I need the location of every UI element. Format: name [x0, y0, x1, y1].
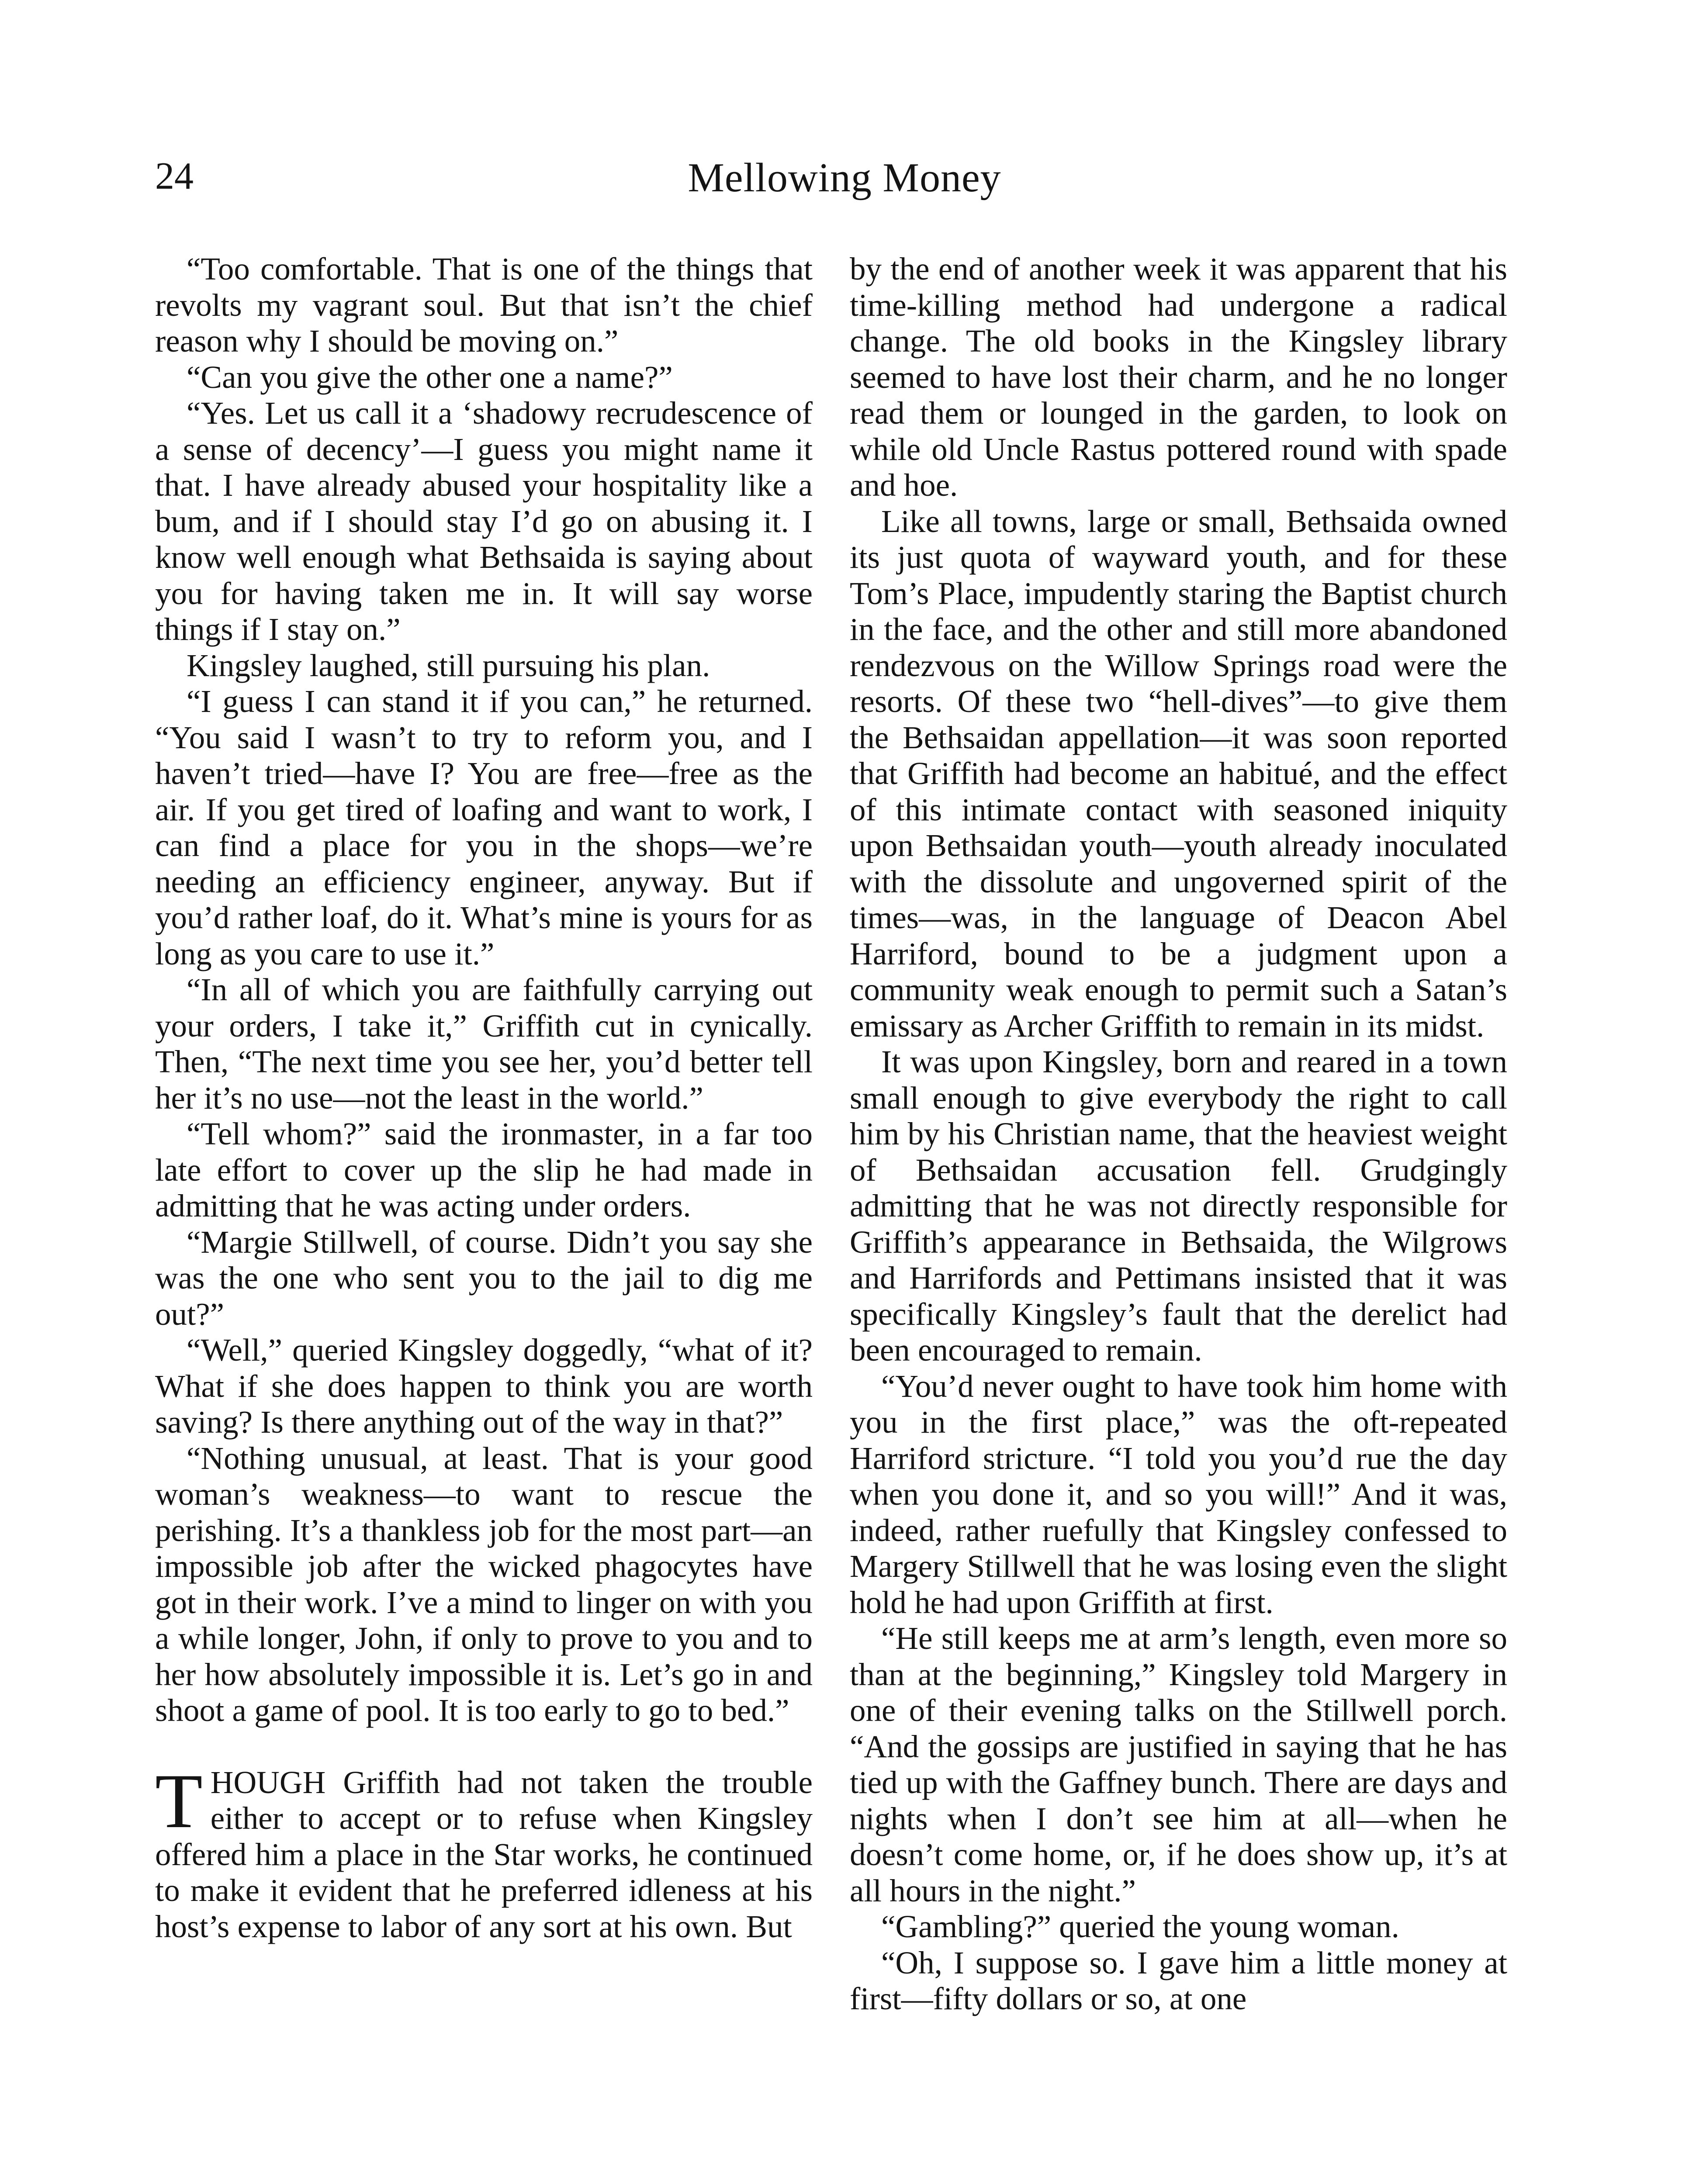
paragraph: “Nothing unusual, at least. That is your good woman’s weakness—to want to rescue the perishing. It’s a thankless job for the most part—an impossible job after the wicked phagocytes have got in their work. I’ve a mind to linger on with you a while longer, John, if only to prove to you and to her how absolutely impossible it is. Let’s go in and shoot a game of pool. It is too early to go to bed.”: [155, 1440, 813, 1728]
paragraph: by the end of another week it was apparent that his time-killing method had undergone a radical change. The old books in the Kingsley library seemed to have lost their charm, and he no longer read them or lounged in the garden, to look on while old Uncle Rastus pottered round with spade and hoe.: [850, 251, 1507, 503]
section-opening-paragraph: [155, 1757, 813, 1945]
page-number: 24: [155, 155, 194, 197]
small-caps-lead: HOUGH: [210, 1764, 326, 1800]
paragraph: “I guess I can stand it if you can,” he returned. “You said I wasn’t to try to reform you, and I haven’t tried—have I? You are free—free as the air. If you get tired of loafing and want to work, I can find a place for you in the shops—we’re needing an efficiency engineer, anyway. But if you’d rather loaf, do it. What’s mine is yours for as long as you care to use it.”: [155, 684, 813, 971]
paragraph: “Yes. Let us call it a ‘shadowy recrudescence of a sense of decency’—I guess you might name it that. I have already abused your hospitality like a bum, and if I should stay I’d go on abusing it. I know well enough what Bethsaida is saying about you for having taken me in. It will say worse things if I stay on.”: [155, 395, 813, 647]
drop-cap: T: [155, 1757, 203, 1844]
paragraph: Kingsley laughed, still pursuing his plan.: [187, 647, 710, 683]
running-title: Mellowing Money: [688, 155, 1001, 200]
paragraph: “He still keeps me at arm’s length, even more so than at the beginning,” Kingsley told Margery in one of their evening talks on the Stillwell porch. “And the gossips are justified in saying that he has tied up with the Gaffney bunch. There are days and nights when I don’t see him at all—when he doesn’t come home, or, if he does show up, it’s at all hours in the night.”: [850, 1621, 1507, 1908]
left-column: [155, 251, 813, 1945]
paragraph: “In all of which you are faithfully carrying out your orders, I take it,” Griffith cut in cynically. Then, “The next time you see her, you’d better tell her it’s no use—not the least in the world.”: [155, 972, 813, 1116]
paragraph: It was upon Kingsley, born and reared in a town small enough to give everybody the right to call him by his Christian name, that the heaviest weight of Bethsaidan accusation fell. Grudgingly admitting that he was not directly responsible for Griffith’s appearance in Bethsaida, the Wilgrows and Harrifords and Pettimans insisted that it was specifically Kingsley’s fault that the derelict had been encouraged to remain.: [850, 1044, 1507, 1368]
right-column: [850, 251, 1507, 2017]
paragraph: “Too comfortable. That is one of the things that revolts my vagrant soul. But that isn’t the chief reason why I should be moving on.”: [155, 251, 813, 359]
paragraph: Like all towns, large or small, Bethsaida owned its just quota of wayward youth, and for these Tom’s Place, impudently staring the Baptist church in the face, and the other and still more abandoned rendezvous on the Willow Springs road were the resorts. Of these two “hell-dives”—to give them the Bethsaidan appellation—it was soon reported that Griffith had become an habitué, and the effect of this intimate contact with seasoned iniquity upon Bethsaidan youth—youth already inoculated with the dissolute and ungoverned spirit of the times—was, in the language of Deacon Abel Harriford, bound to be a judgment upon a community weak enough to permit such a Satan’s emissary as Archer Griffith to remain in its midst.: [850, 503, 1507, 1044]
paragraph: “Can you give the other one a name?”: [187, 359, 673, 395]
paragraph: “You’d never ought to have took him home with you in the first place,” was the oft-repeated Harriford stricture. “I told you you’d rue the day when you done it, and so you will!” And it was, indeed, rather ruefully that Kingsley confessed to Margery Stillwell that he was losing even the slight hold he had upon Griffith at first.: [850, 1368, 1507, 1620]
paragraph: “Oh, I suppose so. I gave him a little money at first—fifty dollars or so, at one: [850, 1945, 1507, 2016]
paragraph: “Well,” queried Kingsley doggedly, “what of it? What if she does happen to think you are worth saving? Is there anything out of the way in that?”: [155, 1332, 813, 1440]
paragraph: “Tell whom?” said the ironmaster, in a far too late effort to cover up the slip he had made in admitting that he was acting under orders.: [155, 1116, 813, 1223]
paragraph: “Margie Stillwell, of course. Didn’t you say she was the one who sent you to the jail to dig me out?”: [155, 1224, 813, 1332]
paragraph: “Gambling?” queried the young woman.: [881, 1909, 1399, 1944]
section-text: Griffith had not taken the trouble either to accept or to refuse when Kingsley offered him a place in the Star works, he continued to make it evident that he preferred idleness at his host’s expense to labor of any sort at his own. But: [155, 1764, 813, 1944]
